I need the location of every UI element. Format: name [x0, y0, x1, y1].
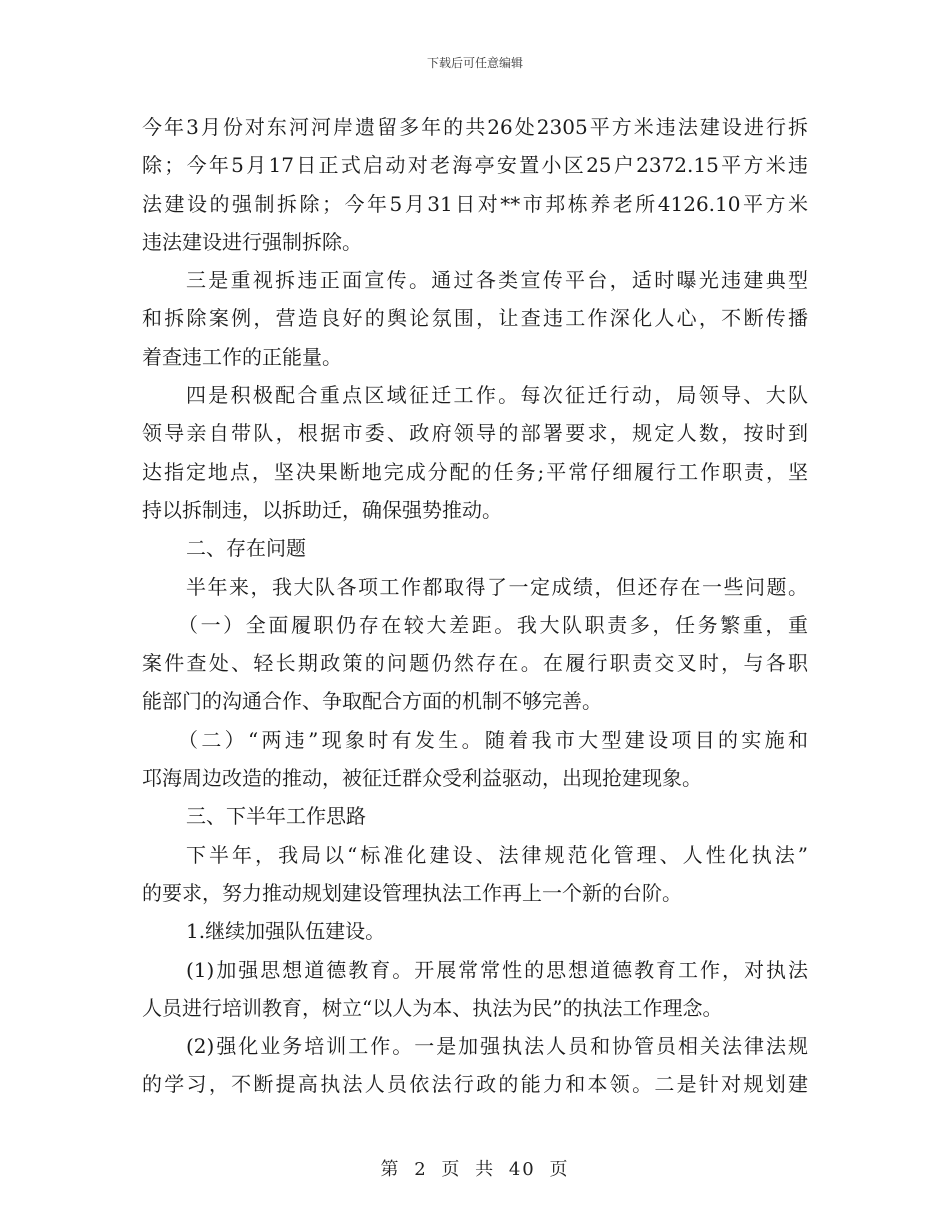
text-line: 领导亲自带队，根据市委、政府领导的部署要求，规定人数，按时到: [142, 421, 808, 446]
text-line: 持以拆制违，以拆助迁，确保强势推动。: [142, 497, 502, 522]
paragraph-start: (2)强化业务培训工作。一是加强执法人员和协管员相关法律法规: [186, 1034, 808, 1059]
section-heading: 二、存在问题: [186, 536, 306, 561]
text-line: 邛海周边改造的推动，被征迁群众受利益驱动，出现抢建现象。: [142, 766, 702, 791]
paragraph-start: （二）“两违”现象时有发生。随着我市大型建设项目的实施和: [178, 727, 808, 752]
paragraph-start: 半年来，我大队各项工作都取得了一定成绩，但还存在一些问题。: [186, 574, 808, 599]
paragraph-start: 三是重视拆违正面宣传。通过各类宣传平台，适时曝光违建典型: [186, 268, 808, 293]
subsection-heading: 1.继续加强队伍建设。: [186, 919, 386, 944]
text-line: 除；今年5月17日正式启动对老海亭安置小区25户2372.15平方米违: [142, 153, 808, 178]
paragraph-start: 四是积极配合重点区域征迁工作。每次征迁行动，局领导、大队: [186, 383, 808, 408]
paragraph-start: (1)加强思想道德教育。开展常常性的思想道德教育工作，对执法: [186, 957, 808, 982]
text-line: 着查违工作的正能量。: [142, 344, 342, 369]
paragraph-start: 下半年，我局以“标准化建设、法律规范化管理、人性化执法”: [186, 842, 808, 867]
text-line: 案件查处、轻长期政策的问题仍然存在。在履行职责交叉时，与各职: [142, 651, 808, 676]
text-line: 达指定地点，坚决果断地完成分配的任务;平常仔细履行工作职责，坚: [142, 459, 808, 484]
text-line: 人员进行培训教育，树立“以人为本、执法为民”的执法工作理念。: [142, 995, 723, 1020]
paragraph-start: （一）全面履职仍存在较大差距。我大队职责多，任务繁重，重: [178, 612, 808, 637]
text-line: 的学习，不断提高执法人员依法行政的能力和本领。二是针对规划建: [142, 1072, 808, 1097]
text-line: 和拆除案例，营造良好的舆论氛围，让查违工作深化人心，不断传播: [142, 306, 808, 331]
page-header: 下载后可任意编辑: [426, 56, 523, 70]
document-body: [142, 108, 808, 1104]
text-line: 今年3月份对东河河岸遗留多年的共26处2305平方米违法建设进行拆: [142, 115, 808, 139]
section-heading: 三、下半年工作思路: [186, 804, 366, 829]
page-number: 第 2 页 共 40 页: [380, 1159, 570, 1180]
text-line: 能部门的沟通合作、争取配合方面的机制不够完善。: [142, 689, 602, 714]
text-line: 的要求，努力推动规划建设管理执法工作再上一个新的台阶。: [142, 880, 682, 905]
text-line: 违法建设进行强制拆除。: [142, 229, 362, 254]
text-line: 法建设的强制拆除；今年5月31日对**市邦栋养老所4126.10平方米: [142, 191, 808, 216]
